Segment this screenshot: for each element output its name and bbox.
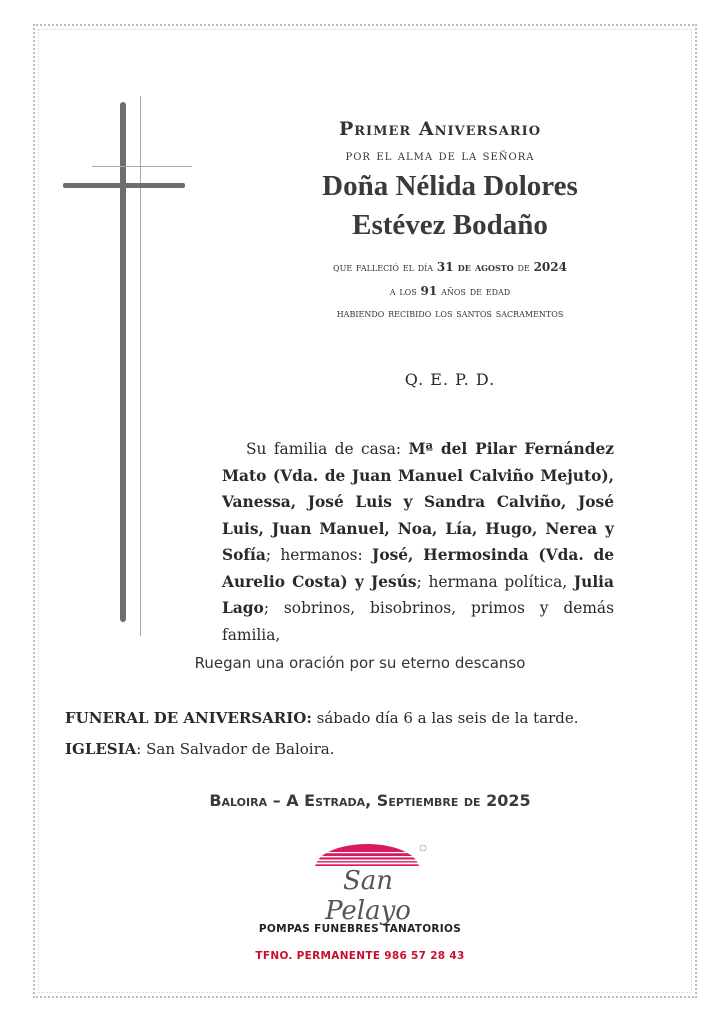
funeral-home-phone: TFNO. PERMANENTE 986 57 28 43 (255, 950, 465, 962)
death-prefix: que falleció el día (333, 260, 437, 274)
death-mid: de (513, 260, 534, 274)
cross-shadow-line (140, 96, 141, 636)
hermanos-names: José, Hermosinda (Vda. de Aurelio Costa) y Jesús (222, 546, 614, 591)
deceased-name-line2: Estévez Bodaño (352, 209, 548, 241)
age-suffix: años de edad (437, 284, 511, 298)
funeral-label: FUNERAL DE ANIVERSARIO: (65, 709, 312, 727)
politica-label: ; hermana política, (416, 572, 574, 591)
funeral-home-logo-text: San Pelayo (325, 866, 411, 926)
family-intro: Su familia de casa: (246, 440, 409, 458)
politica-name: Julia Lago (222, 572, 614, 617)
family-paragraph (222, 436, 614, 648)
funeral-line (65, 709, 579, 727)
sacraments-line: habiendo recibido los santos sacramentos (336, 306, 564, 320)
death-year: 2024 (533, 260, 567, 274)
prayer-request: Ruegan una oración por su eterno descanso (194, 654, 526, 672)
cross-shadow-bar (92, 166, 192, 167)
funeral-home-tagline: POMPAS FUNEBRES TANATORIOS (258, 923, 462, 935)
hermanos-label: ; hermanos: (265, 546, 373, 564)
age-prefix: a los (389, 284, 421, 298)
age-value: 91 (420, 284, 438, 298)
church-text: : San Salvador de Baloira. (136, 740, 335, 758)
funeral-text: sábado día 6 a las seis de la tarde. (311, 709, 579, 727)
subtitle: por el alma de la señora (345, 148, 535, 164)
place-date: Baloira – A Estrada, Septiembre de 2025 (209, 791, 531, 810)
cross-bar (63, 183, 185, 188)
qepd: Q. E. P. D. (404, 370, 496, 389)
church-line (65, 740, 335, 758)
family-members: Mª del Pilar Fernández Mato (Vda. de Juan Manuel Calviño Mejuto), Vanessa, José Luis y Sandra Calviño, José Luis, Juan Manuel, Noa, Lía, Hugo, Nerea y Sofía (222, 440, 614, 564)
family-rest: ; sobrinos, bisobrinos, primos y demás familia, (222, 599, 614, 644)
church-label: IGLESIA (65, 740, 137, 758)
death-date: 31 de agosto (436, 260, 514, 274)
death-date-line (270, 260, 630, 274)
deceased-name-line1: Doña Nélida Dolores (322, 170, 578, 202)
anniversary-title: Primer Aniversario (338, 118, 542, 140)
age-line (270, 284, 630, 298)
cross-icon (120, 102, 126, 622)
